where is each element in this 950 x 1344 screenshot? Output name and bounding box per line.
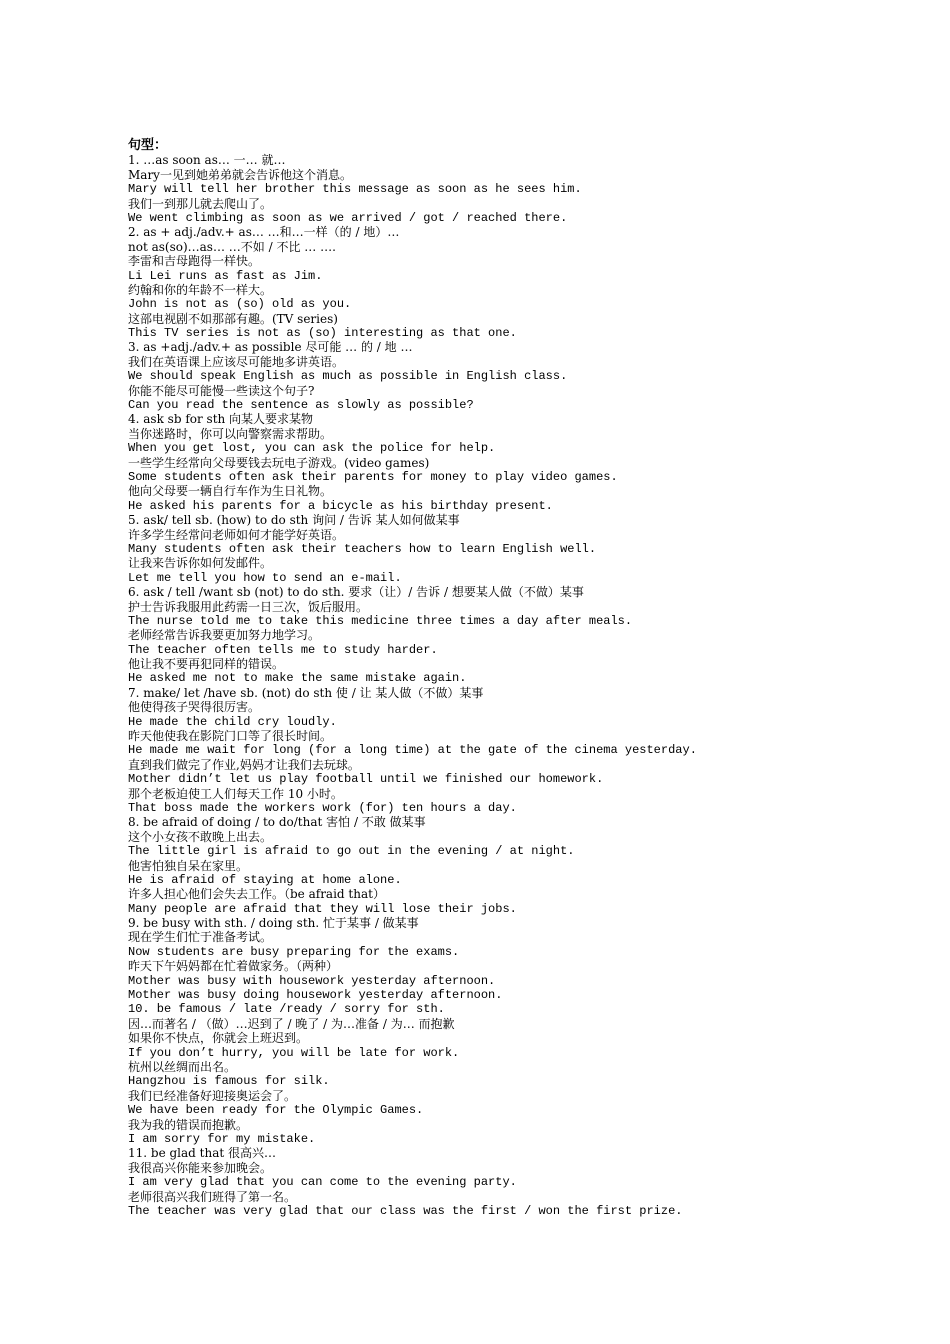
text-line: 我们已经准备好迎接奥运会了。 bbox=[128, 1088, 297, 1103]
text-line: Mother was busy doing housework yesterday afternoon. bbox=[128, 988, 503, 1003]
text-line: Many people are afraid that they will lose their jobs. bbox=[128, 901, 517, 916]
text-line: Li Lei runs as fast as Jim. bbox=[128, 268, 323, 283]
text-line: 老师很高兴我们班得了第一名。 bbox=[128, 1189, 297, 1204]
text-line: I am very glad that you can come to the evening party. bbox=[128, 1175, 517, 1190]
text-line: 直到我们做完了作业,妈妈才让我们去玩球。 bbox=[128, 757, 360, 772]
text-line: John is not as (so) old as you. bbox=[128, 297, 352, 312]
text-line: Let me tell you how to send an e-mail. bbox=[128, 570, 402, 585]
text-line: 他使得孩子哭得很厉害。 bbox=[128, 700, 261, 715]
text-line: Many students often ask their teachers how to learn English well. bbox=[128, 541, 597, 556]
text-line: He asked me not to make the same mistake again. bbox=[128, 671, 467, 686]
text-line: He made the child cry loudly. bbox=[128, 714, 337, 729]
text-line: 约翰和你的年龄不一样大。 bbox=[128, 282, 273, 297]
text-line: That boss made the workers work (for) ten hours a day. bbox=[128, 800, 517, 815]
text-line: 那个老板迫使工人们每天工作 10 小时。 bbox=[128, 786, 343, 801]
text-line: not as(so)…as… …不如 / 不比 … …. bbox=[128, 239, 336, 254]
text-line: 7. make/ let /have sb. (not) do sth 使 / 让 某人做（不做）某事 bbox=[128, 685, 484, 700]
text-line: 如果你不快点，你就会上班迟到。 bbox=[128, 1031, 309, 1046]
text-line: Some students often ask their parents for money to play video games. bbox=[128, 469, 618, 484]
text-line: 他向父母要一辆自行车作为生日礼物。 bbox=[128, 484, 333, 499]
text-line: The teacher often tells me to study harder. bbox=[128, 642, 438, 657]
text-line: We went climbing as soon as we arrived / got / reached there. bbox=[128, 210, 568, 225]
text-line: 护士告诉我服用此药需一日三次，饭后服用。 bbox=[128, 599, 369, 614]
text-line: We should speak English as much as possible in English class. bbox=[128, 369, 568, 384]
text-line: 6. ask / tell /want sb (not) to do sth. 要求（让）/ 告诉 / 想要某人做（不做）某事 bbox=[128, 585, 584, 600]
text-line: 一些学生经常向父母要钱去玩电子游戏。(video games) bbox=[128, 455, 430, 470]
text-line: 2. as + adj./adv.+ as… …和…一样（的 / 地）… bbox=[128, 225, 400, 240]
text-line: The nurse told me to take this medicine three times a day after meals. bbox=[128, 613, 633, 628]
text-line: 当你迷路时，你可以向警察需求帮助。 bbox=[128, 426, 333, 441]
section-title: 句型： bbox=[128, 138, 168, 153]
text-line: 我们在英语课上应该尽可能地多讲英语。 bbox=[128, 354, 345, 369]
text-line: He asked his parents for a bicycle as his birthday present. bbox=[128, 498, 553, 513]
text-line: He is afraid of staying at home alone. bbox=[128, 872, 402, 887]
text-line: The little girl is afraid to go out in the evening / at night. bbox=[128, 844, 575, 859]
text-line: 1. …as soon as… 一… 就… bbox=[128, 153, 286, 168]
text-line: 8. be afraid of doing / to do/that 害怕 / 不敢 做某事 bbox=[128, 815, 426, 830]
text-line: 这部电视剧不如那部有趣。(TV series) bbox=[128, 311, 338, 326]
text-line: Mary一见到她弟弟就会告诉他这个消息。 bbox=[128, 167, 352, 182]
text-line: I am sorry for my mistake. bbox=[128, 1131, 316, 1146]
text-line: He made me wait for long (for a long time) at the gate of the cinema yesterday. bbox=[128, 743, 697, 758]
text-line: Now students are busy preparing for the exams. bbox=[128, 944, 460, 959]
text-line: 我很高兴你能来参加晚会。 bbox=[128, 1160, 273, 1175]
text-line: 这个小女孩不敢晚上出去。 bbox=[128, 829, 273, 844]
text-line: 他害怕独自呆在家里。 bbox=[128, 858, 249, 873]
text-line: If you don’t hurry, you will be late for work. bbox=[128, 1045, 460, 1060]
text-line: 11. be glad that 很高兴… bbox=[128, 1146, 277, 1161]
text-line: 杭州以丝绸而出名。 bbox=[128, 1060, 237, 1074]
text-line: 昨天他使我在影院门口等了很长时间。 bbox=[128, 729, 333, 744]
text-line: 4. ask sb for sth 向某人要求某物 bbox=[128, 412, 314, 427]
text-line: 老师经常告诉我要更加努力地学习。 bbox=[128, 628, 321, 643]
text-line: Can you read the sentence as slowly as possible? bbox=[128, 398, 474, 413]
text-line: 现在学生们忙于准备考试。 bbox=[128, 930, 273, 945]
text-line: 3. as +adj./adv.+ as possible 尽可能 … 的 / 地 … bbox=[128, 340, 413, 355]
text-line: 我为我的错误而抱歉。 bbox=[128, 1117, 249, 1132]
text-line: 我们一到那儿就去爬山了。 bbox=[128, 196, 273, 211]
text-line: The teacher was very glad that our class was the first / won the first prize. bbox=[128, 1203, 683, 1218]
text-line: When you get lost, you can ask the police for help. bbox=[128, 441, 496, 456]
text-line: 10. be famous / late /ready / sorry for sth. bbox=[128, 1002, 445, 1017]
text-line: 许多人担心他们会失去工作。（be afraid that） bbox=[128, 887, 385, 902]
text-line: 许多学生经常问老师如何才能学好英语。 bbox=[128, 527, 345, 542]
text-line: 9. be busy with sth. / doing sth. 忙于某事 / 做某事 bbox=[128, 916, 419, 931]
text-line: Hangzhou is famous for silk. bbox=[128, 1074, 330, 1089]
text-line: Mary will tell her brother this message as soon as he sees him. bbox=[128, 182, 582, 197]
text-line: Mother was busy with housework yesterday afternoon. bbox=[128, 973, 496, 988]
sentence-list bbox=[128, 153, 908, 1218]
document-page bbox=[128, 139, 908, 1218]
text-line: 5. ask/ tell sb. (how) to do sth 询问 / 告诉 某人如何做某事 bbox=[128, 513, 460, 528]
text-line: We have been ready for the Olympic Games. bbox=[128, 1103, 424, 1118]
text-line: 昨天下午妈妈都在忙着做家务。（两种） bbox=[128, 959, 339, 974]
text-line: 李雷和吉母跑得一样快。 bbox=[128, 254, 261, 269]
text-line: 让我来告诉你如何发邮件。 bbox=[128, 556, 273, 571]
text-line: Mother didn’t let us play football until we finished our homework. bbox=[128, 772, 604, 787]
text-line: 他让我不要再犯同样的错误。 bbox=[128, 657, 285, 672]
text-line: 你能不能尽可能慢一些读这个句子? bbox=[128, 383, 315, 398]
text-line: 因…而著名 / （做）…迟到了 / 晚了 / 为…准备 / 为… 而抱歉 bbox=[128, 1016, 455, 1031]
text-line: This TV series is not as (so) interesting as that one. bbox=[128, 326, 517, 341]
